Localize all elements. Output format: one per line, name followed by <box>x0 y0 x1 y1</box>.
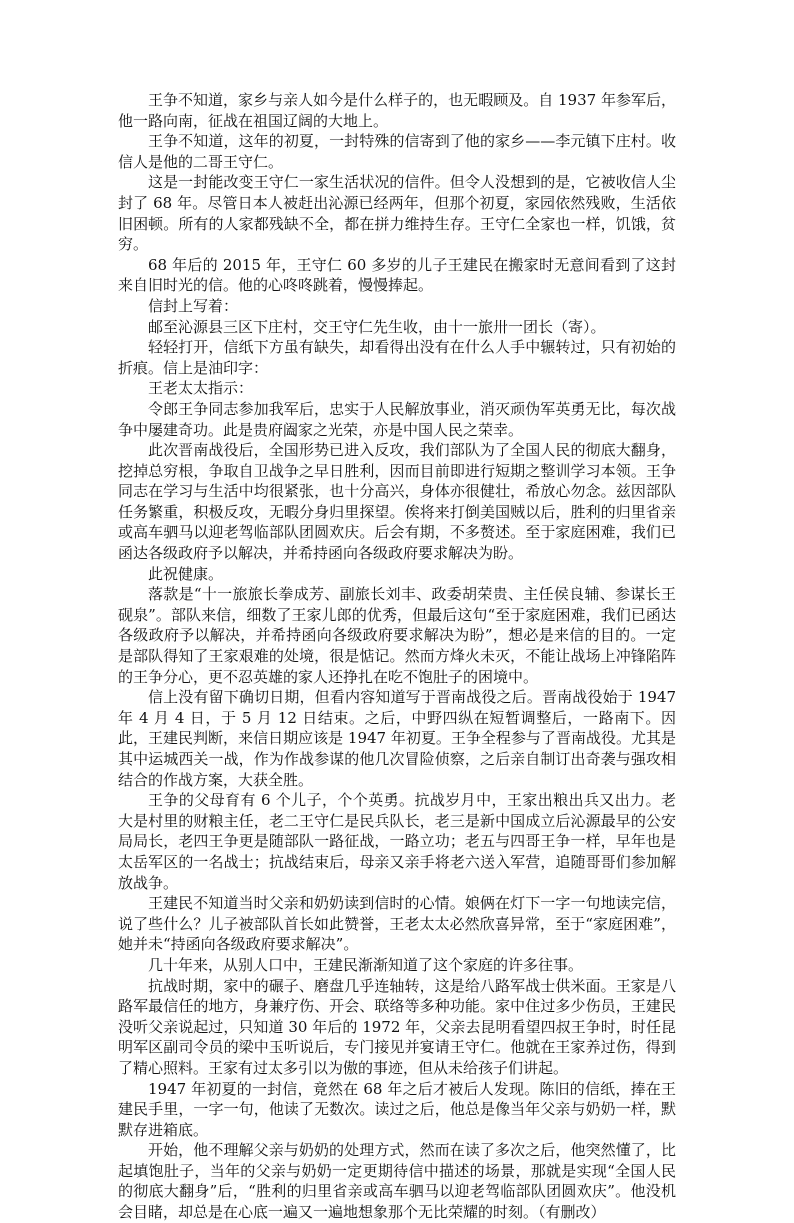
paragraph-3: 这是一封能改变王守仁一家生活状况的信件。但令人没想到的是，它被收信人尘封了 68 年。尽管日本人被赶出沁源已经两年，但那个初夏，家园依然残败，生活依旧困顿。所有的人家都残缺不全，都在拼力维持生存。王守仁全家也一样，饥饿，贫穷。 <box>118 173 676 254</box>
paragraph-9: 令郎王争同志参加我军后，忠实于人民解放事业，消灭顽伪军英勇无比，每次战争中屡建奇功。此是贵府阖家之光荣，亦是中国人民之荣幸。 <box>118 399 676 439</box>
paragraph-2: 王争不知道，这年的初夏，一封特殊的信寄到了他的家乡——李元镇下庄村。收信人是他的二哥王守仁。 <box>118 132 676 171</box>
paragraph-12: 落款是“十一旅旅长拳成芳、副旅长刘丰、政委胡荣贵、主任侯良辅、参谋长王砚泉”。部队来信，细数了王家儿郎的优秀，但最后这句“至于家庭困难，我们已函达各级政府予以解决，并希持函向各级政府要求解决为盼”，想必是来信的目的。一定是部队得知了王家艰难的处境，很是惦记。然而方烽火未灭，不能让战场上冲锋陷阵的王争分心，更不忍英雄的家人还挣扎在吃不饱肚子的困境中。 <box>118 585 676 686</box>
article-body <box>118 90 676 1223</box>
paragraph-17: 抗战时期，家中的碾子、磨盘几乎连轴转，这是给八路军战士供米面。王家是八路军最信任的地方，身兼疗伤、开会、联络等多种功能。家中住过多少伤员，王建民没听父亲说起过，只知道 30 年后的 1972 年，父亲去昆明看望四叔王争时，时任昆明军区副司令员的梁中玉听说后，专门接见并宴请王守仁。他就在王家养过伤，得到了精心照料。王家有过太多引以为傲的事迹，但从未给孩子们讲起。 <box>118 976 676 1077</box>
paragraph-4: 68 年后的 2015 年，王守仁 60 多岁的儿子王建民在搬家时无意间看到了这封来自旧时光的信。他的心咚咚跳着，慢慢捧起。 <box>118 255 676 295</box>
paragraph-18: 1947 年初夏的一封信，竟然在 68 年之后才被后人发现。陈旧的信纸，捧在王建民手里，一字一句，他读了无数次。读过之后，他总是像当年父亲与奶奶一样，默默存进箱底。 <box>118 1079 676 1139</box>
paragraph-13: 信上没有留下确切日期，但看内容知道写于晋南战役之后。晋南战役始于 1947 年 4 月 4 日，于 5 月 12 日结束。之后，中野四纵在短暂调整后，一路南下。因此，王建民判断，来信日期应该是 1947 年初夏。王争全程参与了晋南战役。尤其是其中运城西关一战，作为作战参谋的他几次冒险侦察，之后亲自制订出奇袭与强攻相结合的作战方案，大获全胜。 <box>118 688 676 789</box>
paragraph-5: 信封上写着： <box>148 296 239 315</box>
paragraph-19: 开始，他不理解父亲与奶奶的处理方式，然而在读了多次之后，他突然懂了，比起填饱肚子，当年的父亲与奶奶一定更期待信中描述的场景，那就是实现“全国人民的彻底大翻身”后，“胜利的归里省亲或高车驷马以迎老驾临部队团圆欢庆”。他没机会目睹，却总是在心底一遍又一遍地想象那个无比荣耀的时刻。（有删改） <box>118 1141 676 1222</box>
paragraph-16: 几十年来，从别人口中，王建民渐渐知道了这个家庭的许多往事。 <box>148 955 584 974</box>
paragraph-11: 此祝健康。 <box>148 564 224 583</box>
paragraph-10: 此次晋南战役后，全国形势已进入反攻，我们部队为了全国人民的彻底大翻身，挖掉总穷根，争取自卫战争之早日胜利，因而目前即进行短期之整训学习本领。王争同志在学习与生活中均很紧张，也十分高兴，身体亦很健壮，希放心勿念。兹因部队任务繁重，积极反攻，无暇分身归里探望。俟将来打倒美国贼以后，胜利的归里省亲或高车驷马以迎老驾临部队团圆欢庆。后会有期，不多赘述。至于家庭困难，我们已函达各级政府予以解决，并希持函向各级政府要求解决为盼。 <box>118 441 676 563</box>
paragraph-1: 王争不知道，家乡与亲人如今是什么样子的，也无暇顾及。自 1937 年参军后，他一路向南，征战在祖国辽阔的大地上。 <box>118 91 676 130</box>
paragraph-14: 王争的父母育有 6 个儿子，个个英勇。抗战岁月中，王家出粮出兵又出力。老大是村里的财粮主任，老二王守仁是民兵队长，老三是新中国成立后沁源最早的公安局局长，老四王争更是随部队一路征战，一路立功；老五与四哥王争一样，早年也是太岳军区的一名战士；抗战结束后，母亲又亲手将老六送入军营，追随哥哥们参加解放战争。 <box>118 791 676 892</box>
paragraph-8: 王老太太指示： <box>148 379 254 398</box>
paragraph-7: 轻轻打开，信纸下方虽有缺失，却看得出没有在什么人手中辗转过，只有初始的折痕。信上是油印字： <box>118 338 676 377</box>
paragraph-15: 王建民不知道当时父亲和奶奶读到信时的心情。娘俩在灯下一字一句地读完信，说了些什么？儿子被部队首长如此赞誉，王老太太必然欣喜异常，至于“家庭困难”，她并未“持函向各级政府要求解决”。 <box>118 894 676 954</box>
paragraph-6: 邮至沁源县三区下庄村，交王守仁先生收，由十一旅卅一团长（寄）。 <box>148 317 606 336</box>
